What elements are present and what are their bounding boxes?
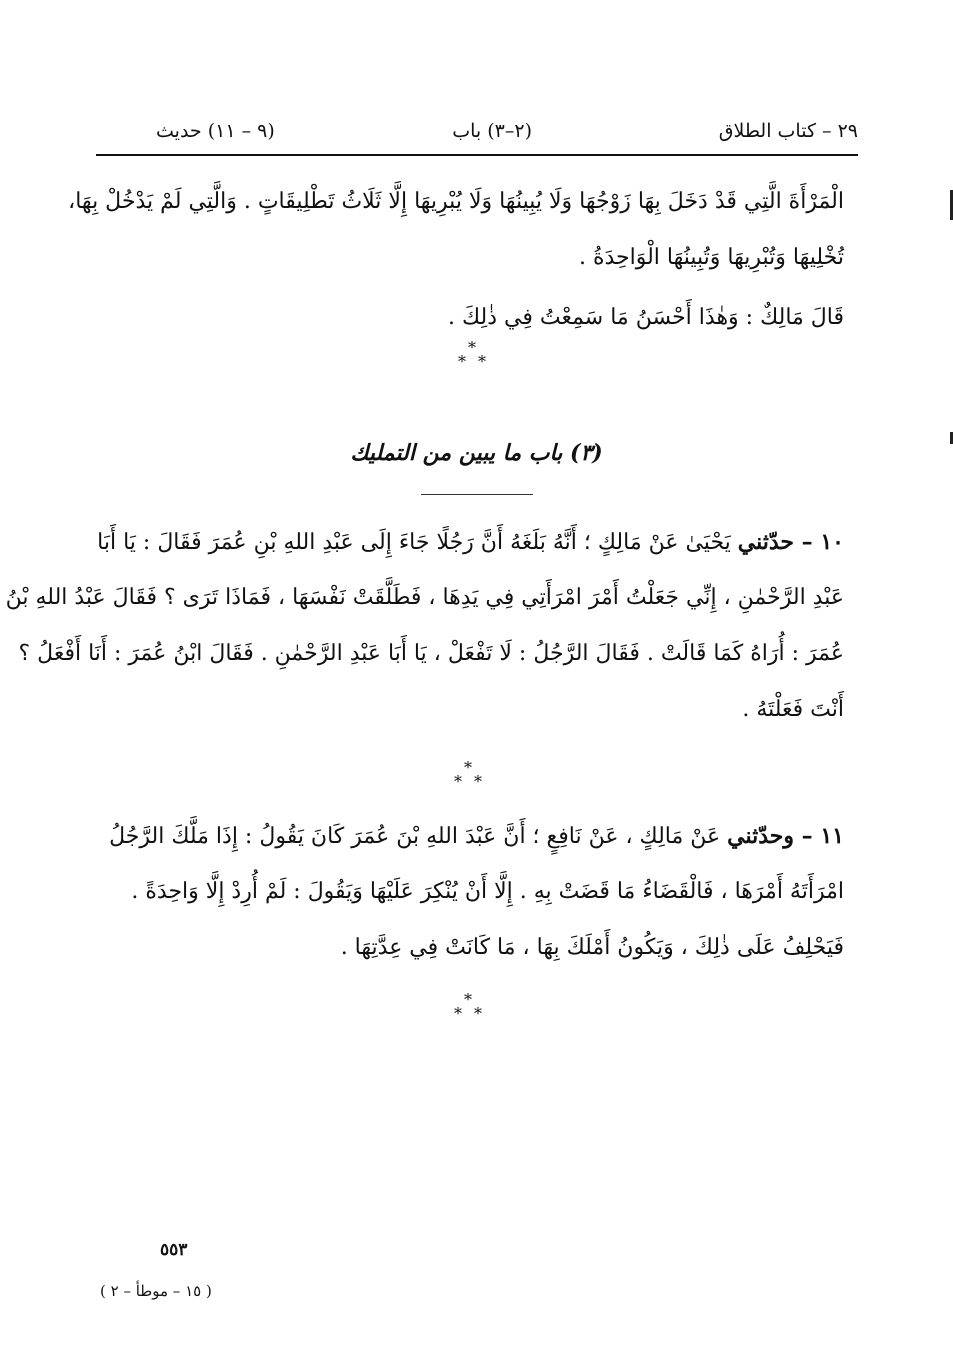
malik-saying bbox=[144, 290, 844, 346]
text-line: عُمَرَ : أُرَاهُ كَمَا قَالَتْ . فَقَالَ الرَّجُلُ : لَا تَفْعَلْ ، يَا أَبَا عَبْدِ الرَّحْمٰنِ . فَقَالَ ابْنُ عُمَرَ : أَنَا أَفْعَلُ ؟ bbox=[18, 641, 844, 666]
asterisk: * bbox=[474, 1004, 482, 1023]
asterisk: * bbox=[478, 352, 486, 371]
running-header bbox=[96, 112, 858, 152]
asterisk: * bbox=[458, 352, 466, 371]
text-line bbox=[97, 514, 844, 570]
passage-top bbox=[68, 174, 844, 286]
page-number: ٥٥٣ bbox=[160, 1240, 188, 1260]
asterisk: * bbox=[454, 772, 462, 791]
header-chapter: ٢٩ – كتاب الطلاق bbox=[718, 120, 858, 142]
header-bab-range: (٢–٣) باب bbox=[452, 120, 532, 142]
header-rule bbox=[96, 154, 858, 156]
text-line: الْمَرْأَةَ الَّتِي قَدْ دَخَلَ بِهَا زَوْجُهَا وَلَا يُبِينُهَا وَلَا يُبْرِيهَا إِلَّا ثَلَاثُ تَطْلِيقَاتٍ . وَالَّتِي لَمْ يَدْخُلْ بِهَا، bbox=[68, 189, 844, 214]
text-line bbox=[100, 808, 844, 864]
asterisk: * bbox=[454, 1004, 462, 1023]
text-segment: عَنْ مَالِكٍ ، عَنْ نَافِعٍ ؛ أَنَّ عَبْدَ اللهِ بْنَ عُمَرَ كَانَ يَقُولُ : إِذَا مَلَّكَ الرَّجُلُ bbox=[109, 824, 721, 849]
asterisk: * bbox=[464, 990, 472, 1009]
hadith-number: ١١ – وحدّثني bbox=[727, 823, 844, 849]
separator-asterisks bbox=[452, 992, 492, 1028]
printer-signature: ( ١٥ – موطأ – ٢ ) bbox=[100, 1282, 212, 1300]
header-hadith-range: (٩ – ١١) حديث bbox=[156, 120, 275, 142]
text-line: تُخْلِيهَا وَتُبْرِيهَا وَتُبِينُهَا الْوَاحِدَةُ . bbox=[578, 245, 844, 270]
text-line: امْرَأَتَهُ أَمْرَهَا ، فَالْقَضَاءُ مَا قَضَتْ بِهِ . إِلَّا أَنْ يُنْكِرَ عَلَيْهَا وَيَقُولَ : لَمْ أُرِدْ إِلَّا وَاحِدَةً . bbox=[131, 879, 844, 904]
chapter-rule bbox=[421, 494, 533, 495]
asterisk: * bbox=[474, 772, 482, 791]
text-line: فَيَحْلِفُ عَلَى ذٰلِكَ ، وَيَكُونُ أَمْلَكَ بِهَا ، مَا كَانَتْ فِي عِدَّتِهَا . bbox=[340, 935, 844, 960]
chapter-title: (٣) باب ما يبين من التمليك bbox=[350, 440, 603, 466]
hadith-number: ١٠ – حدّثني bbox=[737, 529, 844, 555]
text-segment: يَحْيَىٰ عَنْ مَالِكٍ ؛ أَنَّهُ بَلَغَهُ أَنَّ رَجُلًا جَاءَ إِلَى عَبْدِ اللهِ بْنِ عُمَرَ فَقَالَ : يَا أَبَا bbox=[97, 530, 731, 555]
text-line: أَنْتَ فَعَلْتَهُ . bbox=[742, 697, 844, 722]
text-line: عَبْدِ الرَّحْمٰنِ ، إِنِّي جَعَلْتُ أَمْرَ امْرَأَتِي فِي يَدِهَا ، فَطَلَّقَتْ نَفْسَهَا ، فَمَاذَا تَرَى ؟ فَقَالَ عَبْدُ اللهِ بْنُ bbox=[5, 585, 844, 610]
hadith-10 bbox=[5, 514, 844, 738]
hadith-11 bbox=[100, 808, 844, 976]
text-line: قَالَ مَالِكٌ : وَهٰذَا أَحْسَنُ مَا سَمِعْتُ فِي ذٰلِكَ . bbox=[448, 305, 844, 330]
asterisk: * bbox=[468, 338, 476, 357]
separator-asterisks bbox=[456, 340, 496, 376]
asterisk: * bbox=[464, 758, 472, 777]
separator-asterisks bbox=[452, 760, 492, 796]
